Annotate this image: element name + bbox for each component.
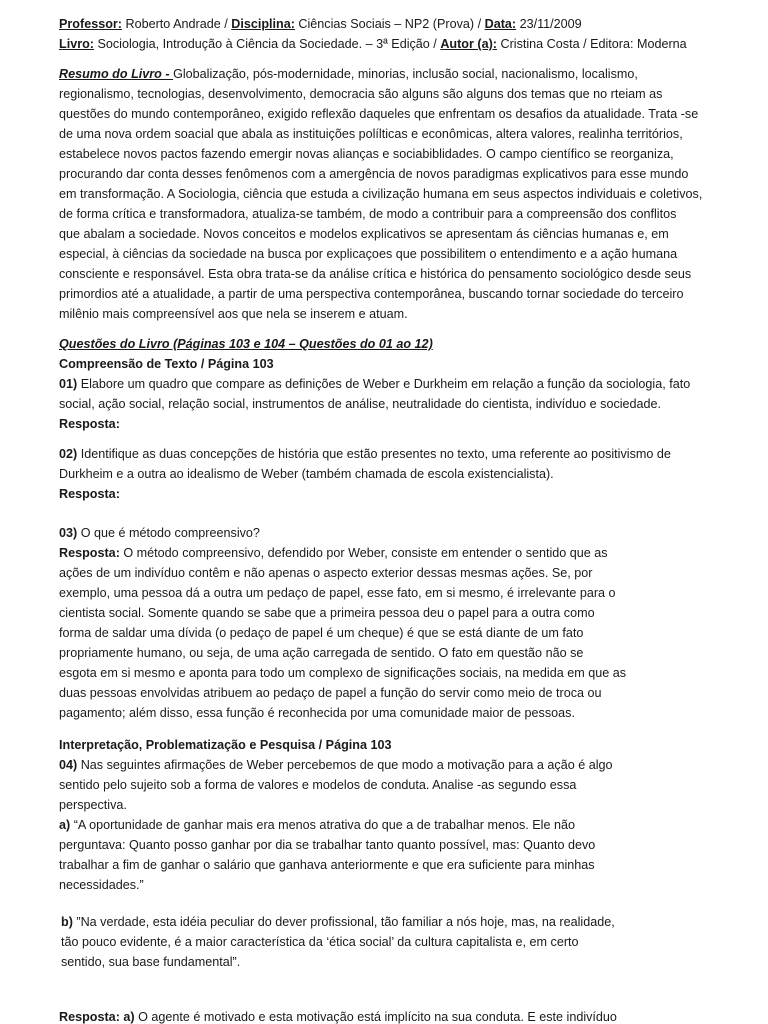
- answer-line: exemplo, uma pessoa dá a outra um pedaço de papel, esse fato, em si mesmo, é irrelevante para o: [59, 586, 616, 600]
- question-02: [59, 444, 716, 504]
- resumo-label: Resumo do Livro -: [59, 67, 174, 81]
- quote-line: trabalhar a fim de ganhar o salário que ganhava anteriormente e que era suficiente para minhas: [59, 858, 595, 872]
- autor-value: Cristina Costa / Editora: Moderna: [496, 37, 687, 51]
- resumo-line: consciente e responsável. Esta obra trata-se da análise crítica e histórica do pensamento sociológico desde seus: [59, 267, 692, 281]
- item-label: b): [61, 915, 73, 929]
- professor-label: Professor:: [59, 17, 122, 31]
- answer-label: Resposta:: [59, 546, 120, 560]
- resumo-line: que abalam a sociedade. Novos conceitos e modelos explicativos se apresentam ás ciências humanas e, em: [59, 227, 669, 241]
- answer-line: duas pessoas envolvidas atribuem ao pedaço de papel a função do servir como meio de troca ou: [59, 686, 602, 700]
- quote-line: a) “A oportunidade de ganhar mais era menos atrativa do que a de trabalhar menos. Ele não: [59, 818, 575, 832]
- answer-label: Resposta:: [59, 487, 120, 501]
- question-line: sentido pelo sujeito sob a forma de valores e modelos de conduta. Analise -as segundo essa: [59, 778, 577, 792]
- section-interpretacao: Interpretação, Problematização e Pesquisa / Página 103: [59, 738, 392, 752]
- question-03: [59, 523, 716, 723]
- question-line: 03) O que é método compreensivo?: [59, 526, 260, 540]
- resumo-line: especial, à ciências da sociedade na busca por explicaçoes que possibilitem o entendimento e a ação humana: [59, 247, 678, 261]
- answer-line: esgota em si mesmo e aponta para todo um complexo de significações sociais, na medida em que as: [59, 666, 627, 680]
- quote-line: tão pouco evidente, é a maior característica da ‘ética social’ da cultura capitalista e, em certo: [61, 935, 579, 949]
- question-line: 02) Identifique as duas concepções de história que estão presentes no texto, uma referente ao positivismo de: [59, 447, 671, 461]
- question-number: 02): [59, 447, 78, 461]
- resumo-line: Resumo do Livro - Globalização, pós-modernidade, minorias, inclusão social, nacionalismo, localismo,: [59, 67, 638, 81]
- professor-value: Roberto Andrade /: [122, 17, 232, 31]
- questoes-title: Questões do Livro (Páginas 103 e 104 – Questões do 01 ao 12): [59, 337, 433, 351]
- question-01: [59, 374, 716, 434]
- question-number: 04): [59, 758, 78, 772]
- question-line: Durkheim e a outra ao idealismo de Weber (também chamada de escola existencialista).: [59, 467, 554, 481]
- autor-label: Autor (a):: [440, 37, 497, 51]
- question-04a: [59, 815, 716, 895]
- question-04b: [59, 912, 716, 972]
- resumo-line: procurando dar conta desses fenômenos com a amergência de novos paradigmas explicativos para esse mundo: [59, 167, 689, 181]
- header-line-2: [59, 34, 716, 54]
- answer-line: cientista social. Somente quando se sabe que a primeira pessoa deu o papel para a outra como: [59, 606, 595, 620]
- question-04: [59, 755, 716, 815]
- item-label: a): [59, 818, 71, 832]
- answer-line: forma de saldar uma dívida (o pedaço de papel é um cheque) é que se está diante de um fato: [59, 626, 584, 640]
- final-answer-line: Resposta: a) O agente é motivado e esta motivação está implícito na sua conduta. E este indivíduo: [59, 1010, 617, 1024]
- livro-label: Livro:: [59, 37, 94, 51]
- question-number: 01): [59, 377, 78, 391]
- data-value: 23/11/2009: [516, 17, 582, 31]
- question-line: 01) Elabore um quadro que compare as definições de Weber e Durkheim em relação a função da sociologia, fato: [59, 377, 691, 391]
- resumo-line: primordios até a atualidade, a partir de uma perspectiva contemporânea, buscando tornar sociedade do terceiro: [59, 287, 684, 301]
- resumo-paragraph: [59, 64, 716, 324]
- livro-value: Sociologia, Introdução à Ciência da Sociedade. – 3ª Edição /: [93, 37, 441, 51]
- disciplina-label: Disciplina:: [231, 17, 295, 31]
- question-line: perspectiva.: [59, 798, 127, 812]
- disciplina-value: Ciências Sociais – NP2 (Prova) /: [294, 17, 485, 31]
- answer-label: Resposta: a): [59, 1010, 135, 1024]
- section-compreensao: Compreensão de Texto / Página 103: [59, 357, 274, 371]
- answer-line: pagamento; além disso, essa função é reconhecida por uma comunidade maior de pessoas.: [59, 706, 575, 720]
- resumo-line: milênio mais compreensível aos que nela se inserem e atuam.: [59, 307, 408, 321]
- resumo-line: estabelece novos pactos fazendo emergir novas alianças e sociabiblidades. O campo científico se reorganiza,: [59, 147, 674, 161]
- resumo-line: regionalismo, tecnologias, desenvolvimento, democracia são alguns são alguns dos temas que no rteiam as: [59, 87, 663, 101]
- question-line: 04) Nas seguintes afirmações de Weber percebemos de que modo a motivação para a ação é algo: [59, 758, 613, 772]
- quote-line: b) ”Na verdade, esta idéia peculiar do dever profissional, tão familiar a nós hoje, mas, na realidade,: [61, 915, 615, 929]
- quote-line: perguntava: Quanto posso ganhar por dia se trabalhar tanto quanto possível, mas: Quanto devo: [59, 838, 596, 852]
- header-line-1: [59, 14, 716, 34]
- answer-line: Resposta: O método compreensivo, defendido por Weber, consiste em entender o sentido que as: [59, 546, 608, 560]
- resumo-line: questões do mundo contemporâneo, exigido reflexão daqueles que enfrentam os desafios da atualidade. Trata -se: [59, 107, 699, 121]
- answer-label: Resposta:: [59, 417, 120, 431]
- question-line: social, ação social, relação social, instrumentos de análise, neutralidade do cientista, indivíduo e sociedade.: [59, 397, 662, 411]
- answer-line: propriamente humano, ou seja, de uma ação carregada de sentido. O fato em questão não se: [59, 646, 584, 660]
- resumo-line: de forma crítica e transformadora, atualiza-se também, de modo a contribuir para a compreensão dos conflitos: [59, 207, 677, 221]
- answer-line: ações de um indivíduo contêm e não apenas o aspecto exterior dessas mesmas ações. Se, por: [59, 566, 593, 580]
- resumo-line: em transformação. A Sociologia, ciência que estuda a civilização humana em seus aspectos individuais e coletivos,: [59, 187, 703, 201]
- question-number: 03): [59, 526, 78, 540]
- quote-line: sentido, sua base fundamental”.: [61, 955, 241, 969]
- resumo-line: de uma nova ordem soacial que abala as instituições polílticas e econômicas, altera valores, realinha territórios,: [59, 127, 683, 141]
- quote-line: necessidades.”: [59, 878, 144, 892]
- data-label: Data:: [484, 17, 517, 31]
